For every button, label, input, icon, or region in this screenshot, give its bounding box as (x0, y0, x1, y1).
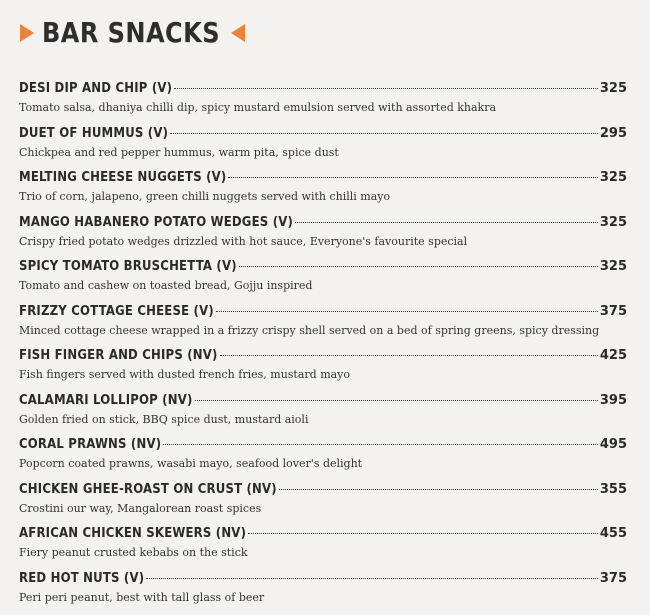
menu-item (19, 304, 627, 349)
dot-leader (174, 88, 598, 89)
dot-leader (228, 177, 597, 178)
menu-list (19, 81, 627, 615)
section-title: BAR SNACKS (42, 16, 220, 49)
item-name: CORAL PRAWNS (NV) (19, 437, 161, 452)
dot-leader (163, 444, 598, 445)
item-description: Crispy fried potato wedges drizzled with hot sauce, Everyone's favourite special (19, 235, 627, 248)
dot-leader (195, 400, 598, 401)
item-description: Minced cottage cheese wrapped in a frizzy crispy shell served on a bed of spring greens, spicy dressing (19, 324, 627, 337)
item-description: Fiery peanut crusted kebabs on the stick (19, 546, 627, 559)
item-name: SPICY TOMATO BRUSCHETTA (V) (19, 259, 237, 274)
dot-leader (146, 578, 598, 579)
item-description: Tomato salsa, dhaniya chilli dip, spicy mustard emulsion served with assorted khakra (19, 101, 627, 114)
item-price: 325 (600, 215, 627, 230)
item-name: CHICKEN GHEE-ROAST ON CRUST (NV) (19, 482, 277, 497)
item-description: Peri peri peanut, best with tall glass of beer (19, 591, 627, 604)
item-description: Tomato and cashew on toasted bread, Gojju inspired (19, 279, 627, 292)
dot-leader (248, 533, 598, 534)
menu-item (19, 259, 627, 304)
dot-leader (220, 355, 598, 356)
item-name: RED HOT NUTS (V) (19, 571, 144, 586)
menu-item (19, 81, 627, 126)
item-name: DUET OF HUMMUS (V) (19, 126, 168, 141)
item-name: FISH FINGER AND CHIPS (NV) (19, 348, 218, 363)
menu-item (19, 437, 627, 482)
item-name: MANGO HABANERO POTATO WEDGES (V) (19, 215, 293, 230)
item-description: Crostini our way, Mangalorean roast spices (19, 502, 627, 515)
item-price: 325 (600, 81, 627, 96)
item-price: 425 (600, 348, 627, 363)
item-name: AFRICAN CHICKEN SKEWERS (NV) (19, 526, 246, 541)
menu-item (19, 215, 627, 260)
item-price: 395 (600, 393, 627, 408)
item-name: CALAMARI LOLLIPOP (NV) (19, 393, 193, 408)
item-price: 375 (600, 304, 627, 319)
menu-item (19, 526, 627, 571)
item-price: 295 (600, 126, 627, 141)
menu-item (19, 126, 627, 171)
item-description: Popcorn coated prawns, wasabi mayo, seafood lover's delight (19, 457, 627, 470)
item-price: 325 (600, 170, 627, 185)
item-description: Chickpea and red pepper hummus, warm pita, spice dust (19, 146, 627, 159)
chevron-left-icon (231, 24, 245, 42)
item-description: Trio of corn, jalapeno, green chilli nuggets served with chilli mayo (19, 190, 627, 203)
dot-leader (216, 311, 598, 312)
menu-item (19, 170, 627, 215)
item-description: Fish fingers served with dusted french fries, mustard mayo (19, 368, 627, 381)
item-description: Golden fried on stick, BBQ spice dust, mustard aioli (19, 413, 627, 426)
item-name: FRIZZY COTTAGE CHEESE (V) (19, 304, 214, 319)
item-price: 495 (600, 437, 627, 452)
item-price: 325 (600, 259, 627, 274)
item-name: DESI DIP AND CHIP (V) (19, 81, 172, 96)
dot-leader (239, 266, 598, 267)
chevron-right-icon (20, 24, 34, 42)
item-price: 455 (600, 526, 627, 541)
item-price: 375 (600, 571, 627, 586)
menu-item (19, 348, 627, 393)
dot-leader (170, 133, 598, 134)
item-name: MELTING CHEESE NUGGETS (V) (19, 170, 226, 185)
item-price: 355 (600, 482, 627, 497)
dot-leader (295, 222, 598, 223)
menu-header (20, 16, 245, 49)
menu-item (19, 482, 627, 527)
dot-leader (279, 489, 598, 490)
menu-item (19, 571, 627, 615)
menu-item (19, 393, 627, 438)
